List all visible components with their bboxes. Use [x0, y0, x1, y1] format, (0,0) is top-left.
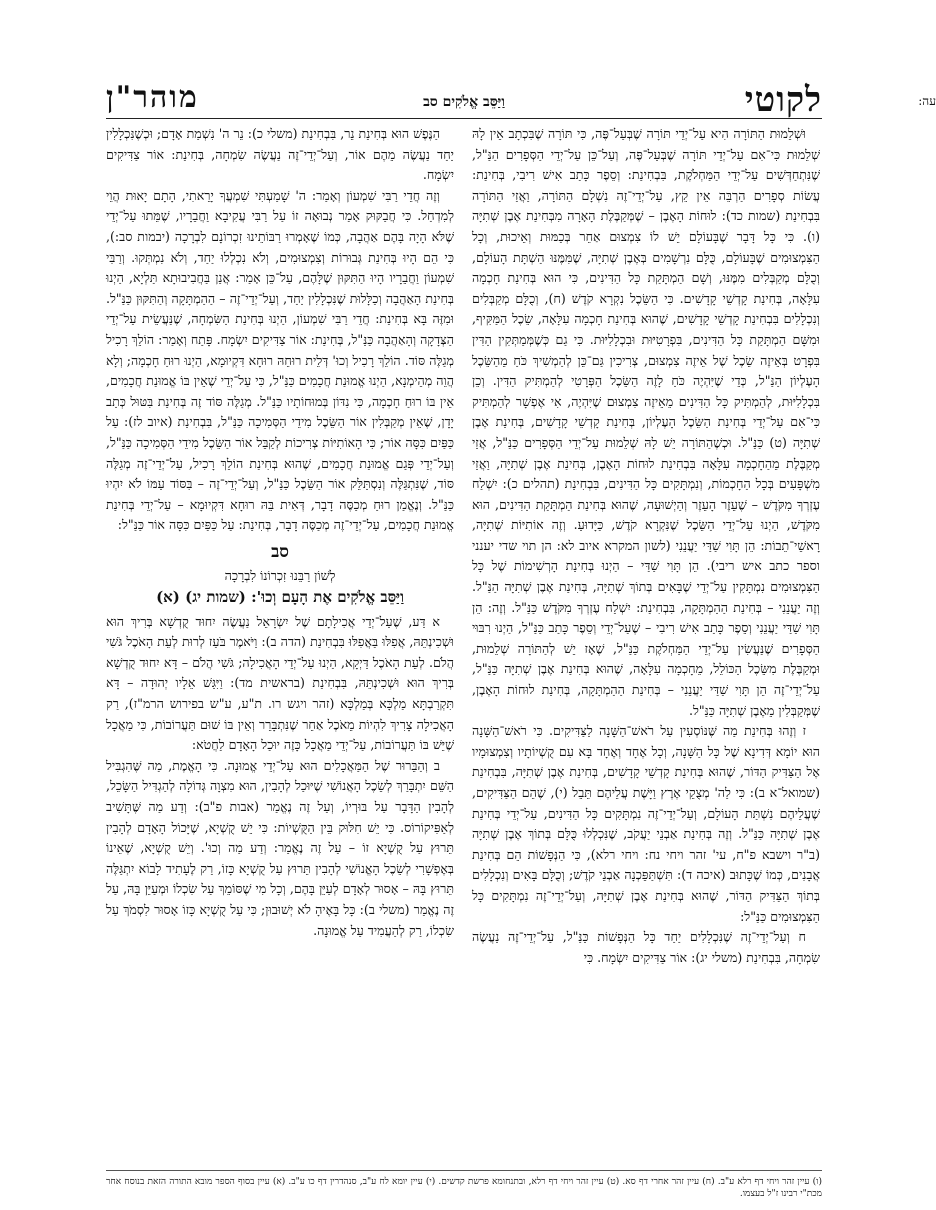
footnote-rule — [106, 1170, 822, 1171]
section-subtitle: לְשׁוֹן רַבֵּנוּ זִכְרוֹנוֹ לִבְרָכָה — [224, 568, 336, 584]
paragraph: ב וְהַבֵּרוּר שֶׁל הַמַּאֲכָלִים הוּא עַל־יְדֵי אֱמוּנָה. כִּי הָאֱמֶת, מַה שֶּׁהִגְבִּיל הַשֵּׁם יִתְבָּרַךְ לְשֵׂכֶל הָאֲנוֹשִׁי שֶׁיּוּכַל לְהָבִין, הוּא מִצְוָה גְּדוֹלָה לְהַגְדִּיל הַשָּׂכֵל, לְהָבִין הַדָּבָר עַל בּוּרְיוֹ, וְעַל זֶה נֶאֱמַר (אבות פ"ב): וְדַע מַה שֶּׁתָּשִׁיב לְאַפִּיקוֹרוֹס. כִּי יֵשׁ חִלּוּק בֵּין הַקֻּשְׁיוֹת: כִּי יֵשׁ קֻשְׁיָא, שֶׁיָּכוֹל הָאָדָם לְהָבִין תֵּרוּץ עַל קֻשְׁיָא זוֹ – עַל זֶה נֶאֱמַר: וְדַע מַה וְכוּ'. וְיֵשׁ קֻשְׁיָא, שֶׁאֵינוֹ בְּאֶפְשָׁרִי לְשֵׂכֶל הָאֱנוֹשִׁי לְהָבִין תֵּרוּץ עַל קֻשְׁיָא כָּזוֹ, רַק לֶעָתִיד לָבוֹא יִתְגַּלֶּה תֵּרוּץ בָּהּ – אָסוּר לְאָדָם לְעַיֵּן בָּהֶם, וְכָל מִי שֶׁסּוֹמֵךְ עַל שִׂכְלוֹ וּמְעַיֵּן בָּהּ, עַל זֶה נֶאֱמַר (משלי ב): כָּל בָּאֶיהָ לֹא יְשׁוּבוּן; כִּי עַל קֻשְׁיָא כָּזוֹ אָסוּר לִסְמֹךְ עַל שִׂכְלוֹ, רַק לְהַעֲמִיד עַל אֱמוּנָה. — [106, 757, 454, 938]
paragraph: הַנֶּפֶשׁ הוּא בְּחִינַת נֵר, בִּבְחִינַת (משלי כ): נֵר ה' נִשְׁמַת אָדָם; וּכְשֶׁנִּכְלָלִין יַחַד נַעֲשֶׂה מֵהֶם אוֹר, וְעַל־יְדֵי־זֶה נַעֲשֶׂה שִׂמְחָה, בְּחִינַת: אוֹר צַדִּיקִים יִשְׂמָח. — [106, 126, 454, 183]
left-column — [106, 124, 454, 1164]
section-number: סב — [271, 541, 289, 562]
paragraph: וְזֶה חֲדֵי רַבִּי שִׁמְעוֹן וְאָמַר: ה' שָׁמַעְתִּי שִׁמְעֲךָ יָרֵאתִי, הָתָם יָאוּת הֲוֵי לְמִדְחַל. כִּי חֲבַקּוּק אָמַר נְבוּאָה זוֹ עַל רַבִּי עֲקִיבָא וַחֲבֵרָיו, שֶׁמֵּתוּ עַל־יְדֵי שֶׁלֹּא הָיָה בָּהֶם אַהֲבָה, כְּמוֹ שֶׁאָמְרוּ רַבּוֹתֵינוּ זִכְרוֹנָם לִבְרָכָה (יבמות סב:), כִּי הֵם הָיוּ בְּחִינַת גְּבוּרוֹת וְצִמְצוּמִים, וְלֹא נִכְלְלוּ יַחַד, וְלֹא נִמְתְּקוּ. וְרַבִּי שִׁמְעוֹן וַחֲבֵרָיו הָיוּ הַתִּקּוּן שֶׁלָּהֶם, עַל־כֵּן אָמַר: אֲנַן בַּחֲבִיבוּתָא תַּלְיָא, הַיְנוּ בְּחִינַת הָאַהֲבָה וְכַלָּלוּת שֶׁנִּכְלָלִין יַחַד, וְעַל־יְדֵי־זֶה – הַהַמְתָּקָה וְהַתִּקּוּן כַּנַּ"ל. וּמִזֶּה בָּא בְּחִינַת: חֲדֵי רַבִּי שִׁמְעוֹן, הַיְנוּ בְּחִינַת הַשִּׂמְחָה, שֶׁנַּעֲשֵׂית עַל־יְדֵי הַצְּדָקָה וְהָאַהֲבָה כַּנַּ"ל, בְּחִינַת: אוֹר צַדִּיקִים יִשְׂמָח. פָּתַח וְאָמַר: הוֹלֵךְ רָכִיל מְגַלֶּה סּוֹד. הוֹלֵךְ רָכִיל וְכוּ' דְּלֵית רוּחֵהּ רוּחָא דִּקְיוּמָא, הַיְנוּ רוּחַ חָכְמָה; וְלָא הֲוֵה מְהֵימְנָא, הַיְנוּ אֱמוּנַת חֲכָמִים כַּנַּ"ל, כִּי עַל־יְדֵי שֶׁאֵין בּוֹ אֱמוּנַת חֲכָמִים, אֵין בּוֹ רוּחַ חָכְמָה, כִּי נִדּוֹן בְּמוּחוֹתָיו כַּנַּ"ל. מְגַלֶּה סּוֹד זֶה בְּחִינַת בִּטּוּל כְּתַב יָדָן, שֶׁאֵין מְקַבְּלִין אוֹר הַשֵּׂכֶל מִידֵי הַסְּמִיכָה כַּנַּ"ל, בִּבְחִינַת (איוב לז): עַל כַּפַּיִם כִּסָּה אוֹר; כִּי הָאוֹתִיּוֹת צְרִיכוֹת לְקַבֵּל אוֹר הַשֵּׂכֶל מִידֵי הַסְּמִיכָה כַּנַּ"ל, וְעַל־יְדֵי פְּגַם אֱמוּנַת חֲכָמִים, שֶׁהוּא בְּחִינַת הוֹלֵךְ רָכִיל, עַל־יְדֵי־זֶה מְגַלֶּה סּוֹד, שֶׁנִּתְגַּלֶּה וְנִסְתַּלֵּק אוֹר הַשֵּׂכֶל כַּנַּ"ל, וְעַל־יְדֵי־זֶה – בִּסּוֹד עַמּוֹ לֹא יִהְיוּ כַּנַּ"ל. וְנֶאֱמַן רוּחַ מְכַסֶּה דָבָר, דְּאִית בֵּהּ רוּחָא דִּקְיוּמָא – עַל־יְדֵי בְּחִינַת אֱמוּנַת חֲכָמִים, עַל־יְדֵי־זֶה מְכַסֶּה דָבָר, בְּחִינַת: עַל כַּפַּיִם כִּסָּה אוֹר כַּנַּ"ל: — [106, 187, 454, 533]
paragraph: ח וְעַל־יְדֵי־זֶה שֶׁנִּכְלָלִים יַחַד כָּל הַנְּפָשׁוֹת כַּנַּ"ל, עַל־יְדֵי־זֶה נַעֲשֶׂה שִׂמְחָה, בִּבְחִינַת (משלי יג): אוֹר צַדִּיקִים יִשְׂמָח. כִּי — [472, 929, 820, 965]
running-section-title: וַיַּסֵּב אֱלֹקִים סב — [423, 94, 505, 110]
footnotes: (ו) עיין זהר ויחי דף רלא ע"ב. (ח) עיין זהר אחרי דף סא. (ט) עיין זהר ויחי דף רלא, ובתנחומא פרשת קדשים. (י) עיין יומא לח ע"ב, סנהדרין דף כו ע"ב. (א) עיין בסוף הספר מובא התורה הזאת בנוסח אחר מכת"י רבינו ז"ל בעצמו. — [106, 1177, 822, 1199]
paragraph: ז וְזֶהוּ בְּחִינַת מַה שֶּׁנּוֹסְעִין עַל רֹאשׁ־הַשָּׁנָה לַצַּדִּיקִים. כִּי רֹאשׁ־הַשָּׁנָה הוּא יוֹמָא דְּדִינָא שֶׁל כָּל הַשָּׁנָה, וְכָל אֶחָד וְאֶחָד בָּא עִם קֻשְׁיוֹתָיו וְצִמְצוּמָיו אֶל הַצַּדִּיק הַדּוֹר, שֶׁהוּא בְּחִינַת קָדְשֵׁי קָדָשִׁים, בְּחִינַת אֶבֶן שְׁתִיָּה, בִּבְחִינַת (שמואל־א ב): כִּי לַה' מְצֻקֵי אֶרֶץ וַיָּשֶׁת עֲלֵיהֶם תֵּבֵל (י), שֶׁהֵם הַצַּדִּיקִים, שֶׁעֲלֵיהֶם נִשְׁתַּת הָעוֹלָם, וְעַל־יְדֵי־זֶה נִמְתָּקִים כָּל הַדִּינִים, עַל־יְדֵי בְּחִינַת אֶבֶן שְׁתִיָּה כַּנַּ"ל. וְזֶה בְּחִינַת אַבְנֵי יַעֲקֹב, שֶׁנִּכְלְלוּ כֻּלָּם בְּתוֹךְ אֶבֶן שְׁתִיָּה (ב"ר וישבא פ"ח, עי' זהר ויחי נח: ויחי רלא), כִּי הַנְּפָשׁוֹת הֵם בְּחִינַת אֲבָנִים, כְּמוֹ שֶׁכָּתוּב (איכה ד): תִּשְׁתַּפֵּכְנָה אַבְנֵי קֹדֶשׁ; וְכֻלָּם בָּאִים וְנִכְלָלִים בְּתוֹךְ הַצַּדִּיק הַדּוֹר, שֶׁהוּא בְּחִינַת אֶבֶן שְׁתִיָּה, וְעַל־יְדֵי־זֶה נִמְתָּקִים כָּל הַצִּמְצוּמִים כַּנַּ"ל: — [472, 723, 820, 924]
folio-number: עה: — [918, 94, 936, 108]
book-title-left: מוהר"ן — [106, 80, 199, 115]
paragraph: א דַּע, שֶׁעַל־יְדֵי אֲכִילָתָם שֶׁל יִשְׂרָאֵל נַעֲשֶׂה יִחוּד קֻדְשָׁא בְּרִיךְ הוּא וּשְׁכִינְתֵּהּ, אֲפִלּוּ בַּאֲפִלּוּ בִּבְחִינַת (הדה ב): וַיֹּאמֶר בֹּעַז לְרוּת לְעֵת הָאֹכֶל גֹּשִׁי הֲלֹם. לְעֵת הָאֹכֶל דַּיְקָא, הַיְנוּ עַל־יְדֵי הָאֲכִילָה; גֹּשִׁי הֲלֹם – דָּא יִחוּד קֻדְשָׁא בְּרִיךְ הוּא וּשְׁכִינְתֵּהּ, בִּבְחִינַת (בראשית מד): וַיִּגַּשׁ אֵלָיו יְהוּדָה – דָּא תִּקְרַבְתָּא מַלְכָּא בְּמַלְכָּא (זהר ויגש רו. ת"ע, ע"ש בפירוש הרמ"ז), רַק הָאֲכִילָה צָרִיךְ לִהְיוֹת מֵאֹכֶל אַחֵר שֶׁנִּתְבָּרֵר וְאֵין בּוֹ שׁוּם תַּעֲרוֹבוֹת, כִּי מַאֲכָל שֶׁיֵּשׁ בּוֹ תַּעֲרוֹבוֹת, עַל־יְדֵי מַאֲכָל כָּזֶה יוּכַל הָאָדָם לַחֲטֹא: — [106, 613, 454, 753]
running-header — [106, 80, 936, 120]
right-column — [472, 124, 820, 1164]
paragraph: וּשְׁלֵמוּת הַתּוֹרָה הִיא עַל־יְדֵי תּוֹרָה שֶׁבְּעַל־פֶּה, כִּי תּוֹרָה שֶׁבִּכְתָב אֵין לָהּ שְׁלֵמוּת כִּי־אִם עַל־יְדֵי תּוֹרָה שֶׁבְּעַל־פֶּה, וְעַל־כֵּן עַל־יְדֵי הַסְּפָרִים הַנַּ"ל, שֶׁנִּתְחַדְּשִׁים עַל־יְדֵי הַמַּחְלֹקֶת, בִּבְחִינַת: וְסֵפֶר כָּתַב אִישׁ רִיבִי, בְּחִינַת: עֲשׂוֹת סְפָרִים הַרְבֵּה אֵין קֵץ, עַל־יְדֵי־זֶה נִשְׁלָם הַתּוֹרָה, וַאֲזַי הַתּוֹרָה בִּבְחִינַת (שמות כד): לוּחוֹת הָאֶבֶן – שֶׁמְּקַבֶּלֶת הָאָרָה מִבְּחִינַת אֶבֶן שְׁתִיָּה (ו). כִּי כָּל דָּבָר שֶׁבָּעוֹלָם יֵשׁ לוֹ צִמְצוּם אַחֵר בְּכַמּוּת וְאֵיכוּת, וְכָל הַצִּמְצוּמִים שֶׁבָּעוֹלָם, כֻּלָּם נִרְשָׁמִים בְּאֶבֶן שְׁתִיָּה, שֶׁמִּמֶּנּוּ הַשְׁתָּת הָעוֹלָם, וְכֻלָּם מְקַבְּלִים מִמֶּנּוּ, וְשָׁם הַמְתָּקַת כָּל הַדִּינִים, כִּי הוּא בְּחִינַת חָכְמָה עִלָּאָה, בְּחִינַת קָדְשֵׁי קָדָשִׁים. כִּי הַשֵּׂכֶל נִקְרָא קֹדֶשׁ (ח), וְכֻלָּם מְקַבְּלִים וְנִכְלָלִים בִּבְחִינַת קָדְשֵׁי קָדָשִׁים, שֶׁהוּא בְּחִינַת חָכְמָה עִלָּאָה, שֵׂכֶל הַמַּקִּיף, וּמִשָּׁם הַמְתָּקַת כָּל הַדִּינִים, בִּפְרָטִיּוּת וּבִכְלָלִיּוּת. כִּי גַם כְּשֶׁמְּמַתְּקִין הַדִּין בִּפְרָט בְּאֵיזֶה שֵׂכֶל שֶׁל אֵיזֶה צִמְצוּם, צְרִיכִין גַּם־כֵּן לְהַמְשִׁיךְ כֹּחַ מֵהַשֵּׂכֶל הָעֶלְיוֹן הַנַּ"ל, כְּדֵי שֶׁיִּהְיֶה כֹּחַ לָזֶה הַשֵּׂכֶל הַפְּרָטִי לְהַמְתִּיק הַדִּין. וְכֵן בִּכְלָלִיּוּת, לְהַמְתִּיק כָּל הַדִּינִים מֵאֵיזֶה צִמְצוּם שֶׁיִּהְיֶה, אִי אֶפְשָׁר לְהַמְתִּיק כִּי־אִם עַל־יְדֵי בְּחִינַת הַשֵּׂכֶל הָעֶלְיוֹן, בְּחִינַת קָדְשֵׁי קָדָשִׁים, בְּחִינַת אֶבֶן שְׁתִיָּה (ט) כַּנַּ"ל. וּכְשֶׁהַתּוֹרָה יֵשׁ לָהּ שְׁלֵמוּת עַל־יְדֵי הַסְּפָרִים כַּנַּ"ל, אֲזַי מְקַבֶּלֶת מֵהַחָכְמָה עִלָּאָה בִּבְחִינַת לוּחוֹת הָאֶבֶן, בְּחִינַת אֶבֶן שְׁתִיָּה, וַאֲזַי מִשְׁפָּעִים בְּכָל הַחָכְמוֹת, וְנִמְתָּקִים כָּל הַדִּינִים, בִּבְחִינַת (תהלים כ): יִשְׁלַח עֶזְרְךָ מִקֹּדֶשׁ – שֶׁעֵזֶר הָעֵזֶר וְהַיְשׁוּעָה, שֶׁהוּא בְּחִינַת הַמְתָּקַת הַדִּינִים, הוּא מִקֹּדֶשׁ, הַיְנוּ עַל־יְדֵי הַשֵּׂכֶל שֶׁנִּקְרָא קֹדֶשׁ, כַּיָּדוּעַ. וְזֶה אוֹתִיּוֹת שְׁתִיָּה, רָאשֵׁי־תֵבוֹת: הֵן תָּוִי שַׁדַּי יַעֲנֵנִי (לשון המקרא איוב לא: הן תוי שדי יענני וספר כתב איש ריבי). הֵן תָּוִי שַׁדַּי – הַיְנוּ בְּחִינַת הָרְשִׁימוֹת שֶׁל כָּל הַצִּמְצוּמִים נִמְתָּקִין עַל־יְדֵי שֶׁבָּאִים בְּתוֹךְ שְׁתִיָּה, בְּחִינַת אֶבֶן שְׁתִיָּה הַנַּ"ל. וְזֶה יַעֲנֵנִי – בְּחִינַת הַהַמְתָּקָה, בִּבְחִינַת: יִשְׁלַח עֶזְרְךָ מִקֹּדֶשׁ כַּנַּ"ל. וְזֶה: הֵן תָּוִי שַׁדַּי יַעֲנֵנִי וְסֵפֶר כָּתַב אִישׁ רִיבִי – שֶׁעַל־יְדֵי וְסֵפֶר כָּתַב כַּנַּ"ל, הַיְנוּ רִבּוּי הַסְּפָרִים שֶׁנַּעֲשִׂין עַל־יְדֵי הַמַּחְלֹקֶת כַּנַּ"ל, שֶׁאָז יֵשׁ לְהַתּוֹרָה שְׁלֵמוּת, וּמְקַבֶּלֶת מִשֵּׂכֶל הַכּוֹלֵל, מֵחָכְמָה עִלָּאָה, שֶׁהוּא בְּחִינַת אֶבֶן שְׁתִיָּה כַּנַּ"ל, עַל־יְדֵי־זֶה הֵן תָּוִי שַׁדַּי יַעֲנֵנִי – בְּחִינַת הַהַמְתָּקָה, בְּחִינַת לוּחוֹת הָאֶבֶן, שֶׁמְּקַבְּלִין מֵאֶבֶן שְׁתִיָּה כַּנַּ"ל. — [472, 126, 820, 718]
section-verse: וַיַּסֵּב אֱלֹקִים אֶת הָעָם וְכוּ': (שמות יג) (א) — [156, 588, 404, 607]
book-title-right: לקוטי — [744, 80, 822, 120]
header-rule — [106, 118, 822, 119]
